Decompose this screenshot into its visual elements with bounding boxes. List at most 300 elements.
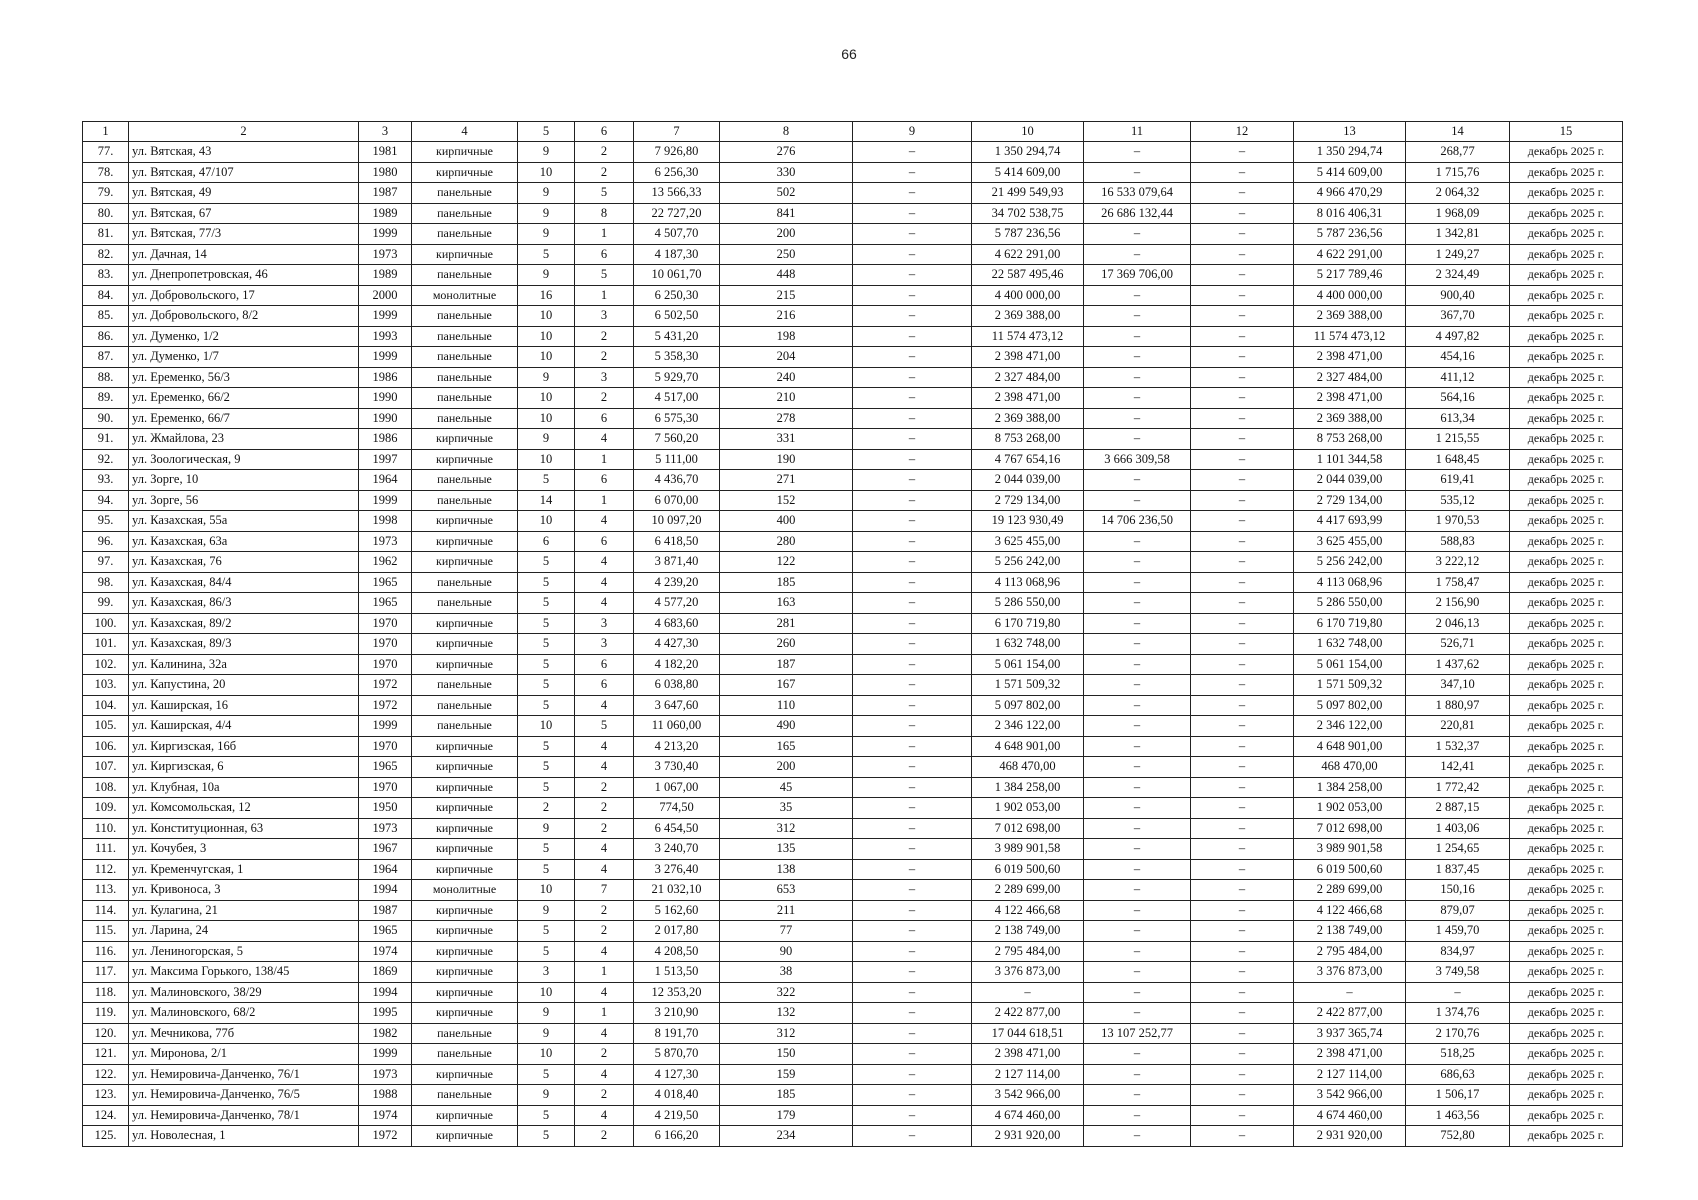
table-cell: 38 bbox=[720, 962, 853, 983]
address-cell: ул. Клубная, 10а bbox=[129, 777, 359, 798]
table-cell: 215 bbox=[720, 285, 853, 306]
table-cell: 2 931 920,00 bbox=[972, 1126, 1084, 1147]
table-cell: 95. bbox=[83, 511, 129, 532]
table-cell: 5 097 802,00 bbox=[1294, 695, 1406, 716]
table-cell: декабрь 2025 г. bbox=[1510, 408, 1623, 429]
table-cell: 6 418,50 bbox=[634, 531, 720, 552]
table-cell: 1 215,55 bbox=[1406, 429, 1510, 450]
column-header-10: 10 bbox=[972, 122, 1084, 142]
table-cell: декабрь 2025 г. bbox=[1510, 941, 1623, 962]
table-cell: 1994 bbox=[359, 982, 412, 1003]
table-cell: – bbox=[853, 593, 972, 614]
table-cell: 2 398 471,00 bbox=[1294, 1044, 1406, 1065]
table-cell: 4 648 901,00 bbox=[1294, 736, 1406, 757]
table-cell: – bbox=[1191, 736, 1294, 757]
table-cell: панельные bbox=[412, 490, 518, 511]
table-cell: 2 422 877,00 bbox=[1294, 1003, 1406, 1024]
table-cell: 2 170,76 bbox=[1406, 1023, 1510, 1044]
table-cell: 3 625 455,00 bbox=[1294, 531, 1406, 552]
table-cell: 4 187,30 bbox=[634, 244, 720, 265]
table-cell: 4 417 693,99 bbox=[1294, 511, 1406, 532]
address-cell: ул. Вятская, 67 bbox=[129, 203, 359, 224]
column-header-7: 7 bbox=[634, 122, 720, 142]
table-cell: – bbox=[1084, 1044, 1191, 1065]
table-cell: – bbox=[1084, 552, 1191, 573]
table-cell: 448 bbox=[720, 265, 853, 286]
table-cell: 3 730,40 bbox=[634, 757, 720, 778]
table-cell: 879,07 bbox=[1406, 900, 1510, 921]
table-cell: 1970 bbox=[359, 613, 412, 634]
table-cell: 115. bbox=[83, 921, 129, 942]
table-cell: 834,97 bbox=[1406, 941, 1510, 962]
table-cell: 122. bbox=[83, 1064, 129, 1085]
table-cell: 312 bbox=[720, 1023, 853, 1044]
table-cell: 1 bbox=[575, 224, 634, 245]
table-cell: кирпичные bbox=[412, 818, 518, 839]
table-cell: 9 bbox=[518, 203, 575, 224]
table-cell: панельные bbox=[412, 367, 518, 388]
table-cell: 5 162,60 bbox=[634, 900, 720, 921]
table-cell: 77. bbox=[83, 142, 129, 163]
table-cell: 1 506,17 bbox=[1406, 1085, 1510, 1106]
table-row bbox=[83, 306, 1623, 327]
table-cell: 108. bbox=[83, 777, 129, 798]
table-cell: – bbox=[1191, 716, 1294, 737]
table-cell: 1973 bbox=[359, 818, 412, 839]
table-cell: 2 324,49 bbox=[1406, 265, 1510, 286]
table-cell: 10 bbox=[518, 347, 575, 368]
table-cell: 1965 bbox=[359, 572, 412, 593]
table-cell: кирпичные bbox=[412, 757, 518, 778]
table-cell: 1869 bbox=[359, 962, 412, 983]
table-cell: 92. bbox=[83, 449, 129, 470]
table-cell: декабрь 2025 г. bbox=[1510, 695, 1623, 716]
table-cell: 187 bbox=[720, 654, 853, 675]
table-cell: 4 507,70 bbox=[634, 224, 720, 245]
table-cell: – bbox=[853, 736, 972, 757]
table-cell: 10 061,70 bbox=[634, 265, 720, 286]
table-cell: 9 bbox=[518, 429, 575, 450]
table-cell: 90. bbox=[83, 408, 129, 429]
table-cell: панельные bbox=[412, 265, 518, 286]
table-cell: 3 666 309,58 bbox=[1084, 449, 1191, 470]
table-cell: панельные bbox=[412, 1044, 518, 1065]
page-number: 66 bbox=[841, 46, 857, 62]
column-header-11: 11 bbox=[1084, 122, 1191, 142]
table-cell: 112. bbox=[83, 859, 129, 880]
table-cell: 468 470,00 bbox=[1294, 757, 1406, 778]
table-cell: – bbox=[1191, 1023, 1294, 1044]
address-cell: ул. Казахская, 84/4 bbox=[129, 572, 359, 593]
table-cell: 588,83 bbox=[1406, 531, 1510, 552]
table-cell: 100. bbox=[83, 613, 129, 634]
table-cell: – bbox=[1084, 142, 1191, 163]
table-cell: 4 182,20 bbox=[634, 654, 720, 675]
table-cell: – bbox=[853, 367, 972, 388]
table-cell: – bbox=[1191, 777, 1294, 798]
table-cell: декабрь 2025 г. bbox=[1510, 265, 1623, 286]
address-cell: ул. Кочубея, 3 bbox=[129, 839, 359, 860]
table-row bbox=[83, 675, 1623, 696]
table-cell: 6 166,20 bbox=[634, 1126, 720, 1147]
table-cell: 1981 bbox=[359, 142, 412, 163]
table-cell: 1 571 509,32 bbox=[1294, 675, 1406, 696]
table-cell: 98. bbox=[83, 572, 129, 593]
table-row bbox=[83, 757, 1623, 778]
table-cell: декабрь 2025 г. bbox=[1510, 1023, 1623, 1044]
table-cell: 3 989 901,58 bbox=[972, 839, 1084, 860]
table-cell: кирпичные bbox=[412, 1064, 518, 1085]
table-cell: 5 bbox=[518, 695, 575, 716]
table-cell: 4 bbox=[575, 736, 634, 757]
table-cell: 312 bbox=[720, 818, 853, 839]
table-cell: 1995 bbox=[359, 1003, 412, 1024]
table-cell: 6 256,30 bbox=[634, 162, 720, 183]
table-cell: кирпичные bbox=[412, 962, 518, 983]
table-cell: 185 bbox=[720, 1085, 853, 1106]
table-cell: кирпичные bbox=[412, 429, 518, 450]
address-cell: ул. Вятская, 77/3 bbox=[129, 224, 359, 245]
table-cell: 502 bbox=[720, 183, 853, 204]
table-cell: 5 414 609,00 bbox=[1294, 162, 1406, 183]
table-cell: – bbox=[1084, 490, 1191, 511]
table-cell: – bbox=[853, 1044, 972, 1065]
column-header-9: 9 bbox=[853, 122, 972, 142]
address-cell: ул. Кременчугская, 1 bbox=[129, 859, 359, 880]
table-cell: 6 019 500,60 bbox=[1294, 859, 1406, 880]
table-cell: 1962 bbox=[359, 552, 412, 573]
table-cell: 1 bbox=[575, 449, 634, 470]
table-cell: панельные bbox=[412, 326, 518, 347]
table-row bbox=[83, 490, 1623, 511]
table-cell: 1974 bbox=[359, 941, 412, 962]
table-cell: панельные bbox=[412, 183, 518, 204]
table-cell: 2 bbox=[575, 1126, 634, 1147]
table-cell: – bbox=[1191, 941, 1294, 962]
table-cell: кирпичные bbox=[412, 613, 518, 634]
table-cell: 1 459,70 bbox=[1406, 921, 1510, 942]
table-cell: 109. bbox=[83, 798, 129, 819]
table-cell: – bbox=[1191, 265, 1294, 286]
table-cell: 2 398 471,00 bbox=[1294, 347, 1406, 368]
table-cell: 1950 bbox=[359, 798, 412, 819]
table-cell: – bbox=[1191, 757, 1294, 778]
table-cell: 280 bbox=[720, 531, 853, 552]
address-cell: ул. Зорге, 56 bbox=[129, 490, 359, 511]
table-cell: – bbox=[1191, 490, 1294, 511]
table-cell: декабрь 2025 г. bbox=[1510, 326, 1623, 347]
table-row bbox=[83, 572, 1623, 593]
table-cell: 1 350 294,74 bbox=[972, 142, 1084, 163]
table-cell: 2 887,15 bbox=[1406, 798, 1510, 819]
table-cell: 2 044 039,00 bbox=[972, 470, 1084, 491]
table-cell: 2 bbox=[575, 1044, 634, 1065]
table-cell: 454,16 bbox=[1406, 347, 1510, 368]
table-cell: 4 bbox=[575, 552, 634, 573]
table-row bbox=[83, 1003, 1623, 1024]
table-cell: 4 122 466,68 bbox=[972, 900, 1084, 921]
table-cell: 6 170 719,80 bbox=[1294, 613, 1406, 634]
table-cell: 1974 bbox=[359, 1105, 412, 1126]
table-cell: 1999 bbox=[359, 347, 412, 368]
address-cell: ул. Конституционная, 63 bbox=[129, 818, 359, 839]
table-cell: 2 369 388,00 bbox=[1294, 306, 1406, 327]
table-cell: 2 327 484,00 bbox=[972, 367, 1084, 388]
table-cell: 7 bbox=[575, 880, 634, 901]
table-cell: 6 bbox=[575, 654, 634, 675]
table-cell: 2 422 877,00 bbox=[972, 1003, 1084, 1024]
table-cell: декабрь 2025 г. bbox=[1510, 531, 1623, 552]
table-cell: 1965 bbox=[359, 593, 412, 614]
table-cell: – bbox=[853, 1003, 972, 1024]
table-cell: 1998 bbox=[359, 511, 412, 532]
table-row bbox=[83, 880, 1623, 901]
table-cell: 1 384 258,00 bbox=[1294, 777, 1406, 798]
table-cell: 1 101 344,58 bbox=[1294, 449, 1406, 470]
table-cell: 19 123 930,49 bbox=[972, 511, 1084, 532]
table-cell: 5 bbox=[518, 1126, 575, 1147]
table-cell: 87. bbox=[83, 347, 129, 368]
table-cell: – bbox=[1084, 675, 1191, 696]
table-cell: 331 bbox=[720, 429, 853, 450]
table-cell: 6 454,50 bbox=[634, 818, 720, 839]
table-cell: кирпичные bbox=[412, 839, 518, 860]
table-cell: 105. bbox=[83, 716, 129, 737]
table-row bbox=[83, 695, 1623, 716]
table-row bbox=[83, 531, 1623, 552]
table-cell: 2 bbox=[575, 818, 634, 839]
table-cell: – bbox=[1191, 695, 1294, 716]
table-cell: 1 571 509,32 bbox=[972, 675, 1084, 696]
table-cell: 5 bbox=[518, 244, 575, 265]
table-row bbox=[83, 244, 1623, 265]
table-cell: 120. bbox=[83, 1023, 129, 1044]
table-cell: 653 bbox=[720, 880, 853, 901]
table-cell: 6 bbox=[575, 531, 634, 552]
table-cell: 4 966 470,29 bbox=[1294, 183, 1406, 204]
table-cell: 94. bbox=[83, 490, 129, 511]
table-cell: 4 208,50 bbox=[634, 941, 720, 962]
address-cell: ул. Максима Горького, 138/45 bbox=[129, 962, 359, 983]
table-cell: 122 bbox=[720, 552, 853, 573]
table-cell: 1 758,47 bbox=[1406, 572, 1510, 593]
table-cell: 7 560,20 bbox=[634, 429, 720, 450]
table-cell: – bbox=[1084, 798, 1191, 819]
table-row bbox=[83, 470, 1623, 491]
table-cell: 3 871,40 bbox=[634, 552, 720, 573]
table-cell: 1999 bbox=[359, 1044, 412, 1065]
table-cell: – bbox=[853, 798, 972, 819]
table-cell: 5 286 550,00 bbox=[972, 593, 1084, 614]
table-cell: 6 019 500,60 bbox=[972, 859, 1084, 880]
table-cell: 1 772,42 bbox=[1406, 777, 1510, 798]
table-cell: 10 bbox=[518, 326, 575, 347]
table-row bbox=[83, 367, 1623, 388]
table-cell: 2 044 039,00 bbox=[1294, 470, 1406, 491]
table-cell: 10 bbox=[518, 982, 575, 1003]
table-cell: декабрь 2025 г. bbox=[1510, 449, 1623, 470]
table-cell: 526,71 bbox=[1406, 634, 1510, 655]
table-cell: – bbox=[1084, 244, 1191, 265]
table-cell: 5 358,30 bbox=[634, 347, 720, 368]
table-cell: 12 353,20 bbox=[634, 982, 720, 1003]
table-cell: – bbox=[1191, 1085, 1294, 1106]
table-cell: – bbox=[1191, 839, 1294, 860]
table-cell: 5 bbox=[518, 941, 575, 962]
table-cell: 2 398 471,00 bbox=[1294, 388, 1406, 409]
address-cell: ул. Еременко, 56/3 bbox=[129, 367, 359, 388]
table-cell: – bbox=[853, 224, 972, 245]
table-cell: 1997 bbox=[359, 449, 412, 470]
table-cell: 2 bbox=[575, 798, 634, 819]
table-cell: 8 bbox=[575, 203, 634, 224]
table-cell: 103. bbox=[83, 675, 129, 696]
table-row bbox=[83, 1126, 1623, 1147]
table-cell: 4 213,20 bbox=[634, 736, 720, 757]
column-header-8: 8 bbox=[720, 122, 853, 142]
table-row bbox=[83, 613, 1623, 634]
table-cell: – bbox=[1084, 654, 1191, 675]
table-cell: 1986 bbox=[359, 367, 412, 388]
table-cell: 2 346 122,00 bbox=[972, 716, 1084, 737]
table-cell: 490 bbox=[720, 716, 853, 737]
table-cell: 1987 bbox=[359, 183, 412, 204]
address-cell: ул. Добровольского, 8/2 bbox=[129, 306, 359, 327]
table-cell: кирпичные bbox=[412, 777, 518, 798]
table-cell: 330 bbox=[720, 162, 853, 183]
table-cell: – bbox=[853, 839, 972, 860]
table-cell: 1972 bbox=[359, 695, 412, 716]
table-cell: 121. bbox=[83, 1044, 129, 1065]
table-cell: панельные bbox=[412, 203, 518, 224]
table-cell: 165 bbox=[720, 736, 853, 757]
table-cell: 4 bbox=[575, 859, 634, 880]
table-row bbox=[83, 798, 1623, 819]
table-cell: 2 346 122,00 bbox=[1294, 716, 1406, 737]
table-cell: – bbox=[1191, 470, 1294, 491]
table-cell: монолитные bbox=[412, 880, 518, 901]
table-cell: 411,12 bbox=[1406, 367, 1510, 388]
table-cell: – bbox=[853, 162, 972, 183]
table-cell: декабрь 2025 г. bbox=[1510, 634, 1623, 655]
table-cell: – bbox=[1084, 408, 1191, 429]
table-cell: – bbox=[1191, 982, 1294, 1003]
address-cell: ул. Днепропетровская, 46 bbox=[129, 265, 359, 286]
table-cell: декабрь 2025 г. bbox=[1510, 429, 1623, 450]
table-cell: декабрь 2025 г. bbox=[1510, 388, 1623, 409]
table-cell: 2 bbox=[518, 798, 575, 819]
column-header-13: 13 bbox=[1294, 122, 1406, 142]
table-cell: панельные bbox=[412, 306, 518, 327]
table-cell: декабрь 2025 г. bbox=[1510, 367, 1623, 388]
table-cell: 4 674 460,00 bbox=[1294, 1105, 1406, 1126]
table-cell: – bbox=[1191, 203, 1294, 224]
table-cell: 210 bbox=[720, 388, 853, 409]
table-cell: – bbox=[1191, 654, 1294, 675]
table-cell: 220,81 bbox=[1406, 716, 1510, 737]
table-cell: 35 bbox=[720, 798, 853, 819]
table-cell: 5 787 236,56 bbox=[972, 224, 1084, 245]
table-cell: кирпичные bbox=[412, 798, 518, 819]
table-cell: 1970 bbox=[359, 634, 412, 655]
table-cell: – bbox=[1084, 695, 1191, 716]
table-cell: 1 bbox=[575, 962, 634, 983]
table-row bbox=[83, 511, 1623, 532]
table-cell: 5 bbox=[518, 654, 575, 675]
table-cell: 1967 bbox=[359, 839, 412, 860]
table-cell: 367,70 bbox=[1406, 306, 1510, 327]
table-cell: 2 138 749,00 bbox=[972, 921, 1084, 942]
table-cell: 107. bbox=[83, 757, 129, 778]
table-cell: 4 bbox=[575, 757, 634, 778]
table-cell: 16 bbox=[518, 285, 575, 306]
table-cell: 179 bbox=[720, 1105, 853, 1126]
table-cell: 119. bbox=[83, 1003, 129, 1024]
table-cell: панельные bbox=[412, 716, 518, 737]
table-cell: 5 061 154,00 bbox=[972, 654, 1084, 675]
table-cell: 3 376 873,00 bbox=[1294, 962, 1406, 983]
table-cell: 2 138 749,00 bbox=[1294, 921, 1406, 942]
table-cell: декабрь 2025 г. bbox=[1510, 1126, 1623, 1147]
table-cell: 1 463,56 bbox=[1406, 1105, 1510, 1126]
table-cell: 5 bbox=[518, 470, 575, 491]
table-cell: 2 398 471,00 bbox=[972, 347, 1084, 368]
table-cell: 1980 bbox=[359, 162, 412, 183]
table-cell: 2 064,32 bbox=[1406, 183, 1510, 204]
table-cell: кирпичные bbox=[412, 634, 518, 655]
table-cell: 86. bbox=[83, 326, 129, 347]
table-cell: 271 bbox=[720, 470, 853, 491]
table-cell: 1990 bbox=[359, 388, 412, 409]
table-cell: декабрь 2025 г. bbox=[1510, 921, 1623, 942]
table-cell: декабрь 2025 г. bbox=[1510, 962, 1623, 983]
table-cell: 3 bbox=[518, 962, 575, 983]
table-cell: 9 bbox=[518, 900, 575, 921]
table-cell: декабрь 2025 г. bbox=[1510, 1085, 1623, 1106]
table-cell: 1964 bbox=[359, 859, 412, 880]
column-header-2: 2 bbox=[129, 122, 359, 142]
table-cell: 5 bbox=[575, 183, 634, 204]
table-cell: 5 bbox=[518, 675, 575, 696]
table-row bbox=[83, 1064, 1623, 1085]
table-row bbox=[83, 203, 1623, 224]
table-cell: – bbox=[1191, 244, 1294, 265]
table-cell: – bbox=[853, 675, 972, 696]
table-row bbox=[83, 388, 1623, 409]
table-cell: 9 bbox=[518, 367, 575, 388]
table-cell: 1 513,50 bbox=[634, 962, 720, 983]
table-row bbox=[83, 921, 1623, 942]
table-cell: – bbox=[853, 490, 972, 511]
table-cell: 2 369 388,00 bbox=[972, 408, 1084, 429]
table-cell: – bbox=[853, 244, 972, 265]
address-cell: ул. Капустина, 20 bbox=[129, 675, 359, 696]
table-cell: 4 239,20 bbox=[634, 572, 720, 593]
table-cell: – bbox=[853, 285, 972, 306]
table-cell: 3 989 901,58 bbox=[1294, 839, 1406, 860]
table-cell: 2 398 471,00 bbox=[972, 1044, 1084, 1065]
table-cell: 5 bbox=[518, 1105, 575, 1126]
table-cell: – bbox=[1084, 162, 1191, 183]
table-cell: 34 702 538,75 bbox=[972, 203, 1084, 224]
table-cell: декабрь 2025 г. bbox=[1510, 593, 1623, 614]
table-cell: 3 222,12 bbox=[1406, 552, 1510, 573]
table-cell: 3 542 966,00 bbox=[972, 1085, 1084, 1106]
table-cell: – bbox=[853, 654, 972, 675]
table-cell: 4 018,40 bbox=[634, 1085, 720, 1106]
address-cell: ул. Еременко, 66/2 bbox=[129, 388, 359, 409]
table-cell: 113. bbox=[83, 880, 129, 901]
